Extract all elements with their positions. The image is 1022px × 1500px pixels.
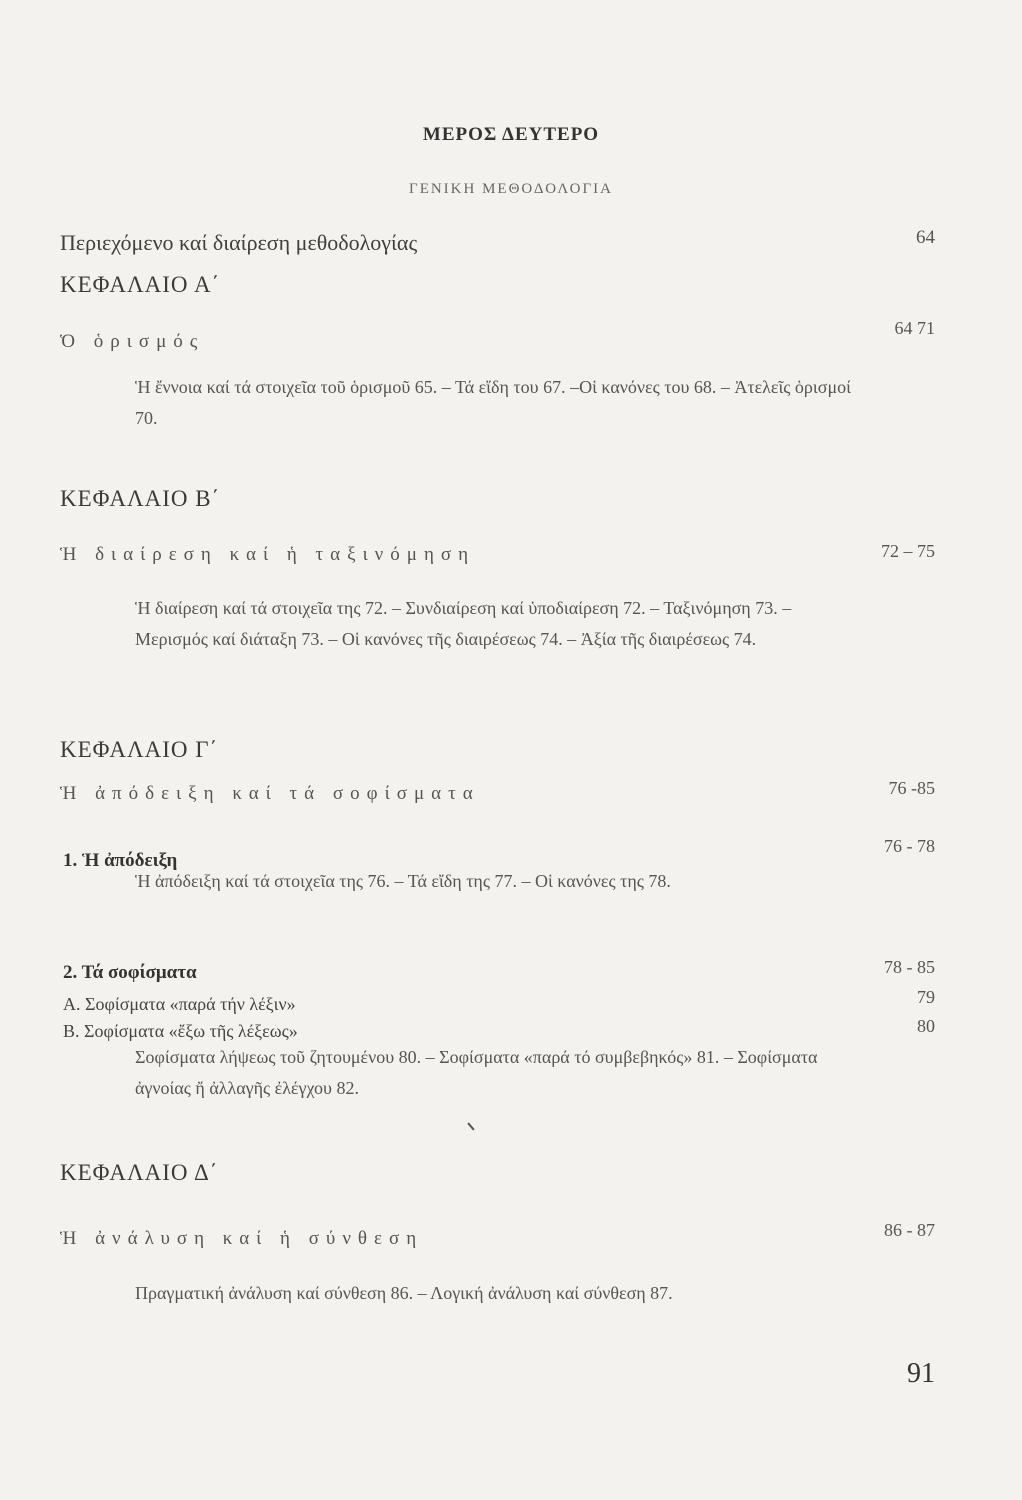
- chapter-c-item-b: Β. Σοφίσματα «ἔξω τῆς λέξεως»: [63, 1021, 298, 1041]
- chapter-a-summary: Ἡ ἔννοια καί τά στοιχεῖα τοῦ ὁρισμοῦ 65. – Τά εἴδη του 67. –Οἱ κανόνες του 68. – Ἀτελεῖς ὁρισμοί 70.: [135, 377, 851, 428]
- chapter-c-item-a: Α. Σοφίσματα «παρά τήν λέξιν»: [63, 994, 296, 1014]
- chapter-c-sub1-title: 1. Ἡ ἀπόδειξη: [63, 850, 178, 871]
- chapter-c-sub1-summary: Ἡ ἀπόδειξη καί τά στοιχεῖα της 76. – Τά εἴδη της 77. – Οἱ κανόνες της 78.: [135, 871, 671, 891]
- chapter-c-sub2-title: 2. Τά σοφίσματα: [63, 962, 197, 983]
- chapter-c-item-a-pages: 79: [917, 987, 935, 1007]
- chapter-b-pages: 72 – 75: [881, 541, 935, 561]
- chapter-c-item-b-pages: 80: [917, 1016, 935, 1036]
- chapter-c-sub2-pages: 78 - 85: [884, 957, 935, 977]
- page-number: 91: [907, 1358, 935, 1389]
- intro-label: Περιεχόμενο καί διαίρεση μεθοδολογίας: [60, 230, 418, 255]
- chapter-c-pages: 76 -85: [888, 778, 935, 798]
- pen-mark: [467, 1122, 474, 1130]
- chapter-d-title: Ἡ ἀνάλυση καί ἡ σύνθεση: [60, 1228, 424, 1249]
- chapter-d-heading: ΚΕΦΑΛΑΙΟ Δ΄: [60, 1160, 219, 1185]
- chapter-d-pages: 86 - 87: [884, 1220, 935, 1240]
- chapter-b-heading: ΚΕΦΑΛΑΙΟ Β΄: [60, 486, 221, 511]
- chapter-a-heading: ΚΕΦΑΛΑΙΟ Α΄: [60, 272, 221, 297]
- chapter-c-heading: ΚΕΦΑΛΑΙΟ Γ΄: [60, 737, 219, 762]
- chapter-c-sub2-summary: Σοφίσματα λήψεως τοῦ ζητουμένου 80. – Σοφίσματα «παρά τό συμβεβηκός» 81. – Σοφίσματα ἀγνοίας ἤ ἀλλαγῆς ἐλέγχου 82.: [135, 1047, 818, 1098]
- chapter-c-title: Ἡ ἀπόδειξη καί τά σοφίσματα: [60, 783, 480, 804]
- chapter-a-pages: 64 71: [894, 318, 935, 338]
- chapter-b-title: Ἡ διαίρεση καί ἡ ταξινόμηση: [60, 544, 476, 565]
- part-title: ΜΕΡΟΣ ΔΕΥΤΕΡΟ: [422, 124, 600, 145]
- part-subtitle: ΓΕΝΙΚΗ ΜΕΘΟΔΟΛΟΓΙΑ: [409, 181, 613, 197]
- intro-pages: 64: [916, 227, 935, 248]
- chapter-b-summary: Ἡ διαίρεση καί τά στοιχεῖα της 72. – Συνδιαίρεση καί ὑποδιαίρεση 72. – Ταξινόμηση 73. – Μερισμός καί διάταξη 73. – Οἱ κανόνες τῆς διαιρέσεως 74. – Ἀξία τῆς διαιρέσεως 74.: [135, 598, 792, 649]
- chapter-c-sub1-pages: 76 - 78: [884, 836, 935, 856]
- chapter-d-summary: Πραγματική ἀνάλυση καί σύνθεση 86. – Λογική ἀνάλυση καί σύνθεση 87.: [135, 1283, 673, 1303]
- chapter-a-title: Ὁ ὁρισμός: [60, 331, 205, 352]
